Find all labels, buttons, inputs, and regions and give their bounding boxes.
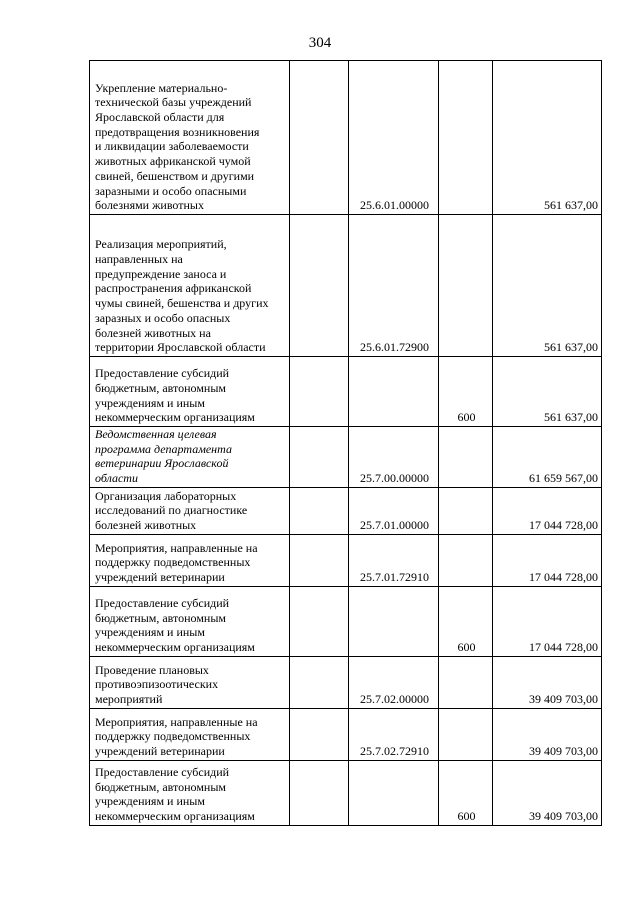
amount: 561 637,00 <box>493 61 602 215</box>
amount: 561 637,00 <box>493 357 602 427</box>
budget-table-body <box>90 61 602 826</box>
target-article-code: 25.7.00.00000 <box>349 427 439 488</box>
budget-table <box>89 60 602 826</box>
expense-type-code <box>439 215 493 357</box>
item-name-cell <box>90 586 290 656</box>
amount: 61 659 567,00 <box>493 427 602 488</box>
item-name: Организация лабораторных исследований по диагностике болезней животных <box>95 488 248 533</box>
item-name-cell <box>90 487 290 534</box>
item-name-cell <box>90 215 290 357</box>
target-article-code: 25.6.01.72900 <box>349 215 439 357</box>
amount: 39 409 703,00 <box>493 656 602 708</box>
item-name: Предоставление субсидий бюджетным, автономным учреждениям и иным некоммерческим организациям <box>95 366 255 425</box>
target-article-code: 25.7.01.00000 <box>349 487 439 534</box>
table-row <box>90 427 602 488</box>
target-article-code: 25.6.01.00000 <box>349 61 439 215</box>
ministry-cell <box>290 427 349 488</box>
expense-type-code: 600 <box>439 760 493 825</box>
expense-type-code: 600 <box>439 357 493 427</box>
table-row <box>90 357 602 427</box>
table-row <box>90 61 602 215</box>
ministry-cell <box>290 656 349 708</box>
target-article-code: 25.7.01.72910 <box>349 534 439 586</box>
expense-type-code <box>439 656 493 708</box>
ministry-cell <box>290 215 349 357</box>
ministry-cell <box>290 61 349 215</box>
amount: 561 637,00 <box>493 215 602 357</box>
table-row <box>90 534 602 586</box>
page-number: 304 <box>308 35 332 51</box>
ministry-cell <box>290 487 349 534</box>
amount: 17 044 728,00 <box>493 534 602 586</box>
ministry-cell <box>290 534 349 586</box>
item-name-cell <box>90 357 290 427</box>
amount: 17 044 728,00 <box>493 586 602 656</box>
item-name: Ведомственная целевая программа департамента ветеринарии Ярославской области <box>95 427 232 486</box>
item-name-cell <box>90 656 290 708</box>
item-name-cell <box>90 760 290 825</box>
item-name: Предоставление субсидий бюджетным, автономным учреждениям и иным некоммерческим организациям <box>95 765 255 824</box>
item-name: Реализация мероприятий, направленных на предупреждение заноса и распространения африканской чумы свиней, бешенства и других заразных и особо опасных болезней животных на территории Ярославской области <box>95 237 269 355</box>
item-name-cell <box>90 534 290 586</box>
ministry-cell <box>290 708 349 760</box>
item-name: Укрепление материально- технической базы учреждений Ярославской области для предотвращения возникновения и ликвидации заболеваемости животных африканской чумой свиней, бешенством и другими заразными и особо опасными болезнями животных <box>95 80 260 213</box>
expense-type-code <box>439 708 493 760</box>
table-row <box>90 708 602 760</box>
item-name-cell <box>90 708 290 760</box>
item-name-cell <box>90 427 290 488</box>
item-name: Проведение плановых противоэпизоотических мероприятий <box>95 662 219 707</box>
amount: 39 409 703,00 <box>493 708 602 760</box>
target-article-code: 25.7.02.72910 <box>349 708 439 760</box>
table-row <box>90 586 602 656</box>
item-name: Предоставление субсидий бюджетным, автономным учреждениям и иным некоммерческим организациям <box>95 596 255 655</box>
item-name: Мероприятия, направленные на поддержку подведомственных учреждений ветеринарии <box>95 540 258 585</box>
amount: 17 044 728,00 <box>493 487 602 534</box>
table-row <box>90 760 602 825</box>
expense-type-code <box>439 534 493 586</box>
target-article-code <box>349 586 439 656</box>
expense-type-code <box>439 487 493 534</box>
target-article-code <box>349 357 439 427</box>
table-row <box>90 215 602 357</box>
expense-type-code <box>439 427 493 488</box>
item-name: Мероприятия, направленные на поддержку подведомственных учреждений ветеринарии <box>95 714 258 759</box>
table-row <box>90 656 602 708</box>
ministry-cell <box>290 357 349 427</box>
ministry-cell <box>290 760 349 825</box>
expense-type-code <box>439 61 493 215</box>
item-name-cell <box>90 61 290 215</box>
table-row <box>90 487 602 534</box>
expense-type-code: 600 <box>439 586 493 656</box>
target-article-code: 25.7.02.00000 <box>349 656 439 708</box>
ministry-cell <box>290 586 349 656</box>
target-article-code <box>349 760 439 825</box>
amount: 39 409 703,00 <box>493 760 602 825</box>
